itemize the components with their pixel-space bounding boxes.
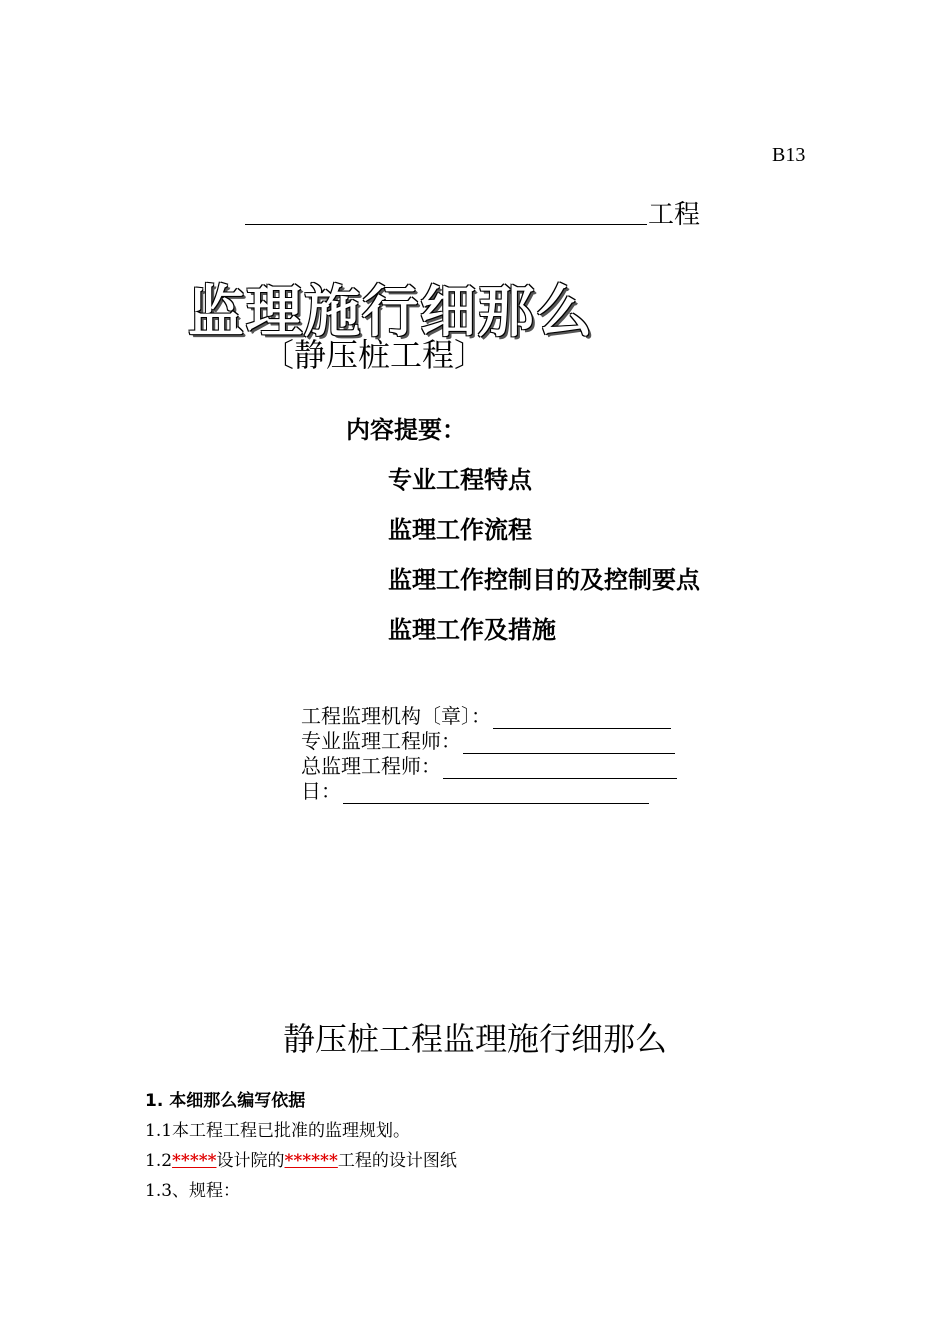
- para-text: 设计院的: [216, 1151, 285, 1171]
- paragraph: [145, 1146, 457, 1171]
- sign-label: 工程监理机构〔章〕：: [301, 704, 491, 728]
- redacted-text: ******: [284, 1151, 338, 1171]
- para-text: 工程的设计图纸: [337, 1151, 457, 1171]
- summary-item: 监理工作流程: [388, 516, 532, 544]
- sign-row-date: [301, 775, 649, 804]
- project-name-blank: [245, 224, 647, 225]
- paragraph: 1.3、规程：: [145, 1181, 241, 1201]
- sign-blank: [343, 785, 649, 804]
- summary-item: 专业工程特点: [388, 466, 532, 494]
- para-prefix: 1.2: [145, 1151, 173, 1171]
- redacted-text: *****: [172, 1151, 217, 1171]
- document-title: 静压桩工程监理施行细那么: [282, 1020, 667, 1058]
- sign-label: 专业监理工程师：: [301, 729, 461, 753]
- sub-title: 〔静压桩工程〕: [262, 336, 487, 374]
- paragraph: 1.1本工程工程已批准的监理规划。: [145, 1121, 411, 1141]
- main-title: 监理施行细那么: [188, 280, 594, 345]
- section-heading: 1. 本细那么编写依据: [145, 1091, 306, 1111]
- project-suffix: 工程: [648, 200, 701, 230]
- summary-item: 监理工作控制目的及控制要点: [388, 566, 700, 594]
- summary-label: 内容提要：: [346, 416, 466, 444]
- form-code: B13: [772, 144, 806, 166]
- summary-item: 监理工作及措施: [388, 616, 556, 644]
- sign-label: 总监理工程师：: [301, 754, 441, 778]
- sign-label: 日：: [301, 779, 341, 803]
